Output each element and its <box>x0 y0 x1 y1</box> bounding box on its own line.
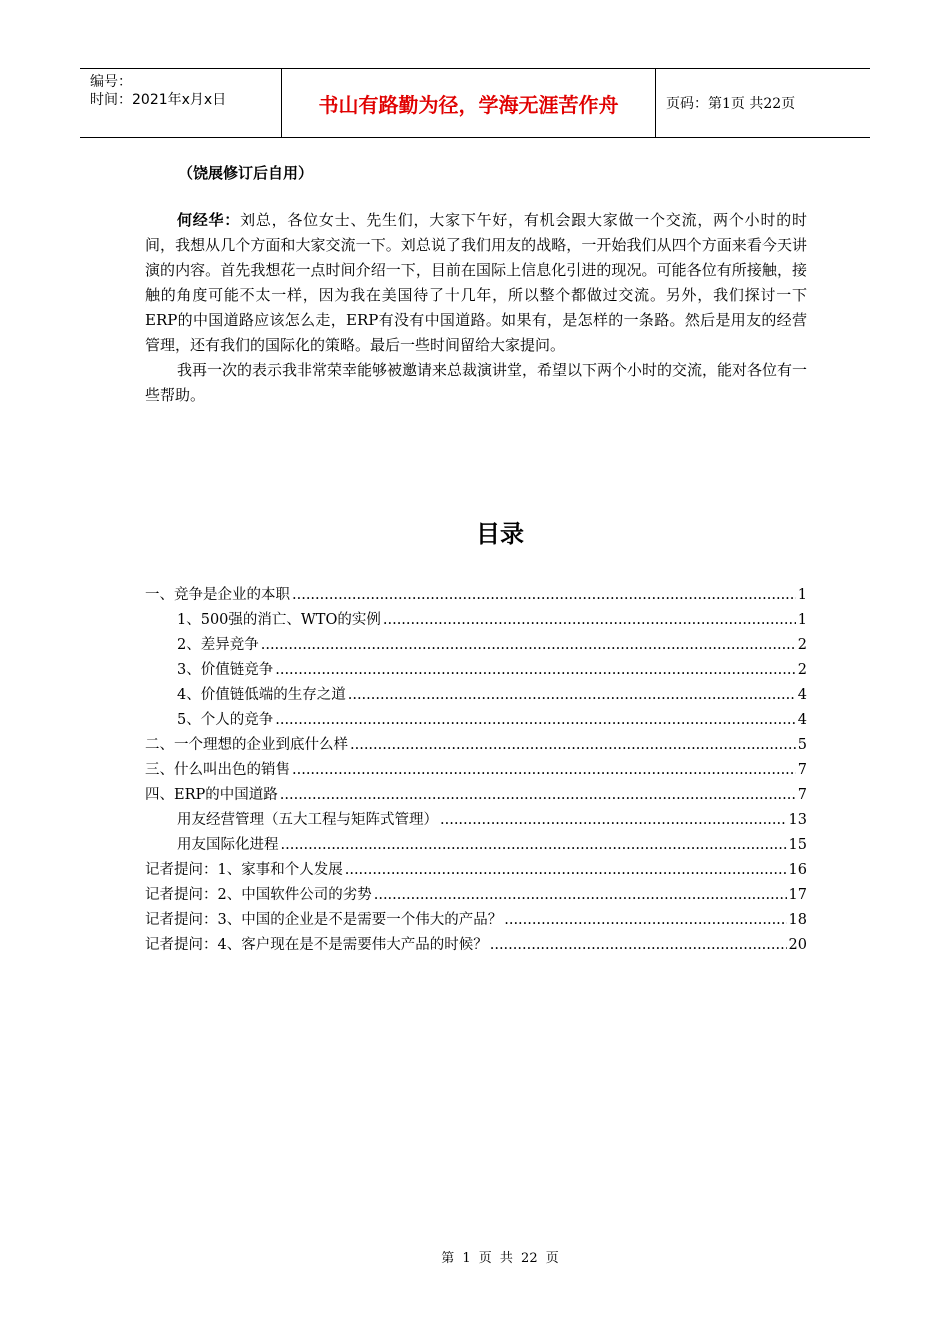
toc-leader <box>280 783 796 808</box>
toc-entry-label: 用友国际化进程 <box>177 837 279 853</box>
toc-entry-page: 18 <box>788 912 807 928</box>
header-meta <box>80 69 282 137</box>
toc-entry[interactable] <box>145 783 807 808</box>
paragraph-2: 我再一次的表示我非常荣幸能够被邀请来总裁演讲堂，希望以下两个小时的交流，能对各位有一些帮助。 <box>145 361 808 404</box>
toc-leader <box>383 608 796 633</box>
toc-leader <box>281 833 787 858</box>
toc-entry-page: 20 <box>788 937 807 953</box>
paragraph-1 <box>145 208 807 358</box>
toc-entry[interactable] <box>145 908 807 933</box>
table-of-contents <box>145 583 807 958</box>
document-number-label: 编号： <box>90 74 132 90</box>
toc-leader <box>345 858 787 883</box>
toc-entry[interactable] <box>145 733 807 758</box>
toc-entry-label: 2、差异竞争 <box>177 637 259 653</box>
toc-entry-label: 一、竞争是企业的本职 <box>145 587 290 603</box>
page-footer: 第 1 页 共 22 页 <box>441 1251 559 1266</box>
toc-entry-page: 7 <box>797 787 807 803</box>
toc-entry-label: 三、什么叫出色的销售 <box>145 762 290 778</box>
toc-leader <box>348 683 796 708</box>
header-page-info: 页码：第1页 共22页 <box>666 96 796 112</box>
toc-entry-label: 5、个人的竞争 <box>177 712 274 728</box>
speaker-name: 何经华： <box>177 211 241 229</box>
toc-entry-page: 17 <box>788 887 807 903</box>
toc-entry-label: 记者提问：2、中国软件公司的劣势 <box>145 887 372 903</box>
toc-entry-page: 13 <box>788 812 807 828</box>
toc-entry[interactable] <box>145 583 807 608</box>
toc-entry-page: 15 <box>788 837 807 853</box>
paragraph-1-text: 刘总，各位女士、先生们，大家下午好，有机会跟大家做一个交流，两个小时的时间，我想从几个方面和大家交流一下。刘总说了我们用友的战略，一开始我们从四个方面来看今天讲演的内容。首先我想花一点时间介绍一下，目前在国际上信息化引进的现况。可能各位有所接触，接触的角度可能不太一样，因为我在美国待了十几年，所以整个都做过交流。另外，我们探讨一下ERP的中国道路应该怎么走，ERP有没有中国道路。如果有，是怎样的一条路。然后是用友的经营管理，还有我们的国际化的策略。最后一些时间留给大家提问。 <box>145 211 807 354</box>
toc-entry-label: 记者提问：4、客户现在是不是需要伟大产品的时候？ <box>145 937 488 953</box>
toc-entry[interactable] <box>145 808 807 833</box>
toc-entry-page: 16 <box>788 862 807 878</box>
page-header <box>80 68 870 138</box>
toc-leader <box>440 808 787 833</box>
toc-leader <box>504 908 786 933</box>
toc-entry-page: 7 <box>797 762 807 778</box>
toc-entry[interactable] <box>145 883 807 908</box>
toc-title: 目录 <box>476 520 524 548</box>
toc-entry-page: 5 <box>797 737 807 753</box>
toc-entry-label: 1、500强的消亡、WTO的实例 <box>177 612 381 628</box>
toc-leader <box>292 758 796 783</box>
toc-entry[interactable] <box>145 833 807 858</box>
toc-entry-page: 2 <box>797 662 807 678</box>
toc-leader <box>275 658 796 683</box>
toc-entry-label: 二、一个理想的企业到底什么样 <box>145 737 348 753</box>
toc-entry-label: 4、价值链低端的生存之道 <box>177 687 346 703</box>
toc-leader <box>275 708 796 733</box>
toc-entry[interactable] <box>145 633 807 658</box>
speech-body <box>145 208 807 408</box>
header-motto: 书山有路勤为径，学海无涯苦作舟 <box>282 69 656 137</box>
toc-entry[interactable] <box>145 608 807 633</box>
toc-entry-page: 2 <box>797 637 807 653</box>
toc-entry[interactable] <box>145 658 807 683</box>
toc-leader <box>292 583 796 608</box>
toc-entry-label: 记者提问：1、家事和个人发展 <box>145 862 343 878</box>
toc-entry-label: 3、价值链竞争 <box>177 662 274 678</box>
toc-entry-page: 4 <box>797 712 807 728</box>
document-time-label: 时间：2021年x月x日 <box>90 92 227 108</box>
toc-entry-page: 1 <box>797 587 807 603</box>
toc-leader <box>350 733 796 758</box>
toc-entry[interactable] <box>145 933 807 958</box>
toc-entry[interactable] <box>145 708 807 733</box>
toc-leader <box>490 933 787 958</box>
toc-leader <box>261 633 796 658</box>
toc-entry[interactable] <box>145 683 807 708</box>
toc-entry-label: 四、ERP的中国道路 <box>145 787 278 803</box>
toc-entry-label: 用友经营管理（五大工程与矩阵式管理） <box>177 812 438 828</box>
toc-leader <box>374 883 787 908</box>
revision-note: （饶展修订后自用） <box>178 164 314 182</box>
toc-entry-label: 记者提问：3、中国的企业是不是需要一个伟大的产品？ <box>145 912 503 928</box>
toc-entry[interactable] <box>145 758 807 783</box>
toc-entry-page: 1 <box>797 612 807 628</box>
toc-entry[interactable] <box>145 858 807 883</box>
toc-entry-page: 4 <box>797 687 807 703</box>
